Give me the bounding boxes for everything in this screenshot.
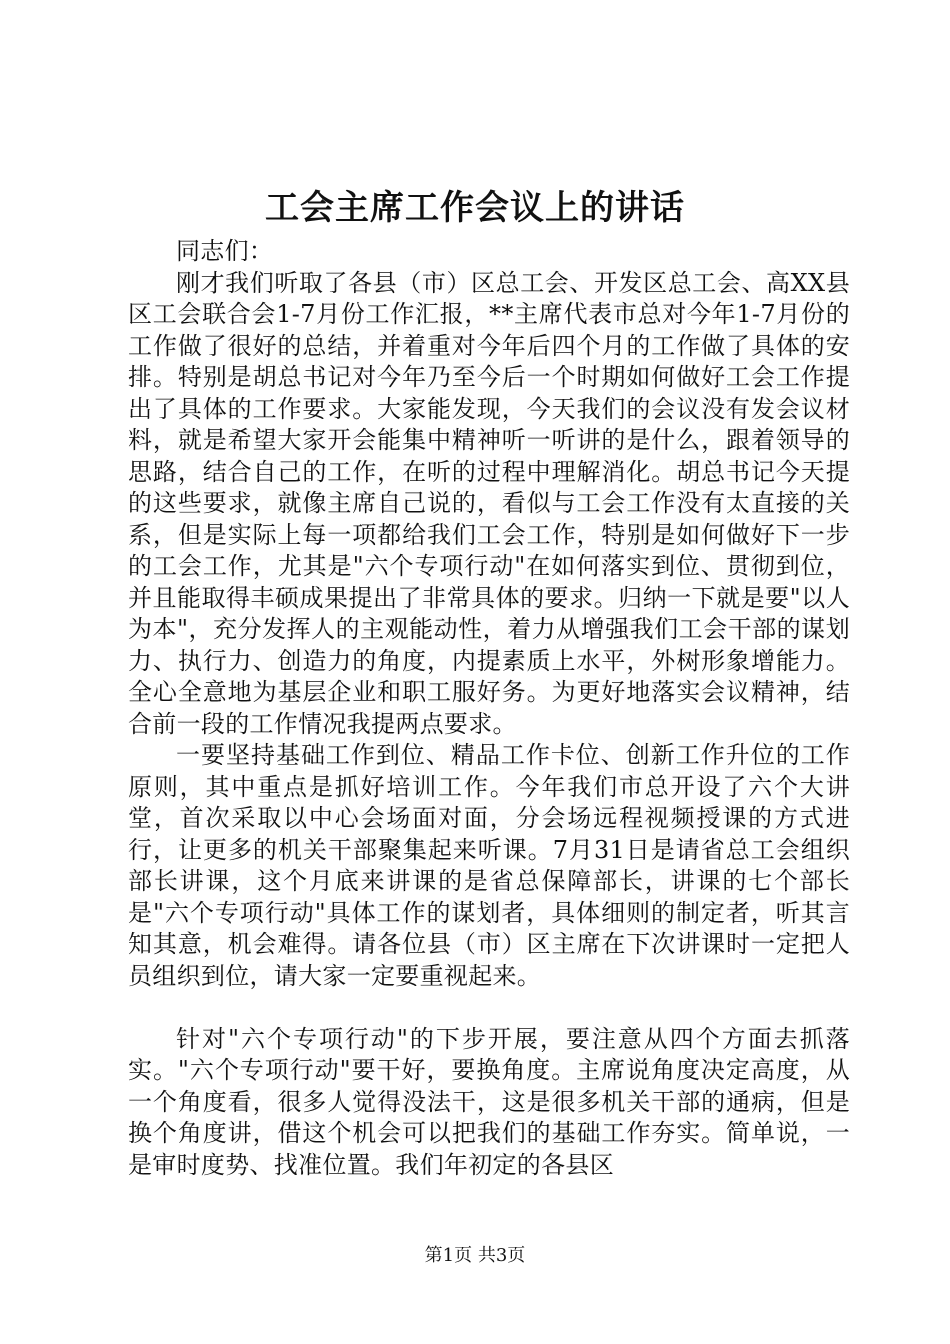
document-title: 工会主席工作会议上的讲话: [265, 188, 685, 228]
page-footer: 第1页 共3页: [424, 1245, 526, 1266]
document-body: [128, 236, 850, 1181]
body-paragraph-1: 刚才我们听取了各县（市）区总工会、开发区总工会、高XX县区工会联合会1-7月份工作汇报，**主席代表市总对今年1-7月份的工作做了很好的总结，并着重对今年后四个月的工作做了具体的安排。特别是胡总书记对今年乃至今后一个时期如何做好工会工作提出了具体的工作要求。大家能发现，今天我们的会议没有发会议材料，就是希望大家开会能集中精神听一听讲的是什么，跟着领导的思路，结合自己的工作，在听的过程中理解消化。胡总书记今天提的这些要求，就像主席自己说的，看似与工会工作没有太直接的关系，但是实际上每一项都给我们工会工作，特别是如何做好下一步的工会工作，尤其是"六个专项行动"在如何落实到位、贯彻到位，并且能取得丰硕成果提出了非常具体的要求。归纳一下就是要"以人为本"，充分发挥人的主观能动性，着力从增强我们工会干部的谋划力、执行力、创造力的角度，内提素质上水平，外树形象增能力。全心全意地为基层企业和职工服好务。为更好地落实会议精神，结合前一段的工作情况我提两点要求。: [128, 268, 850, 738]
salutation-paragraph: 同志们：: [176, 237, 274, 265]
body-paragraph-2: 一要坚持基础工作到位、精品工作卡位、创新工作升位的工作原则，其中重点是抓好培训工作。今年我们市总开设了六个大讲堂，首次采取以中心会场面对面，分会场远程视频授课的方式进行，让更多的机关干部聚集起来听课。7月31日是请省总工会组织部长讲课，这个月底来讲课的是省总保障部长，讲课的七个部长是"六个专项行动"具体工作的谋划者，具体细则的制定者，听其言知其意，机会难得。请各位县（市）区主席在下次讲课时一定把人员组织到位，请大家一定要重视起来。: [128, 741, 850, 990]
body-paragraph-3: 针对"六个专项行动"的下步开展，要注意从四个方面去抓落实。"六个专项行动"要干好，要换角度。主席说角度决定高度，从一个角度看，很多人觉得没法干，这是很多机关干部的通病，但是换个角度讲，借这个机会可以把我们的基础工作夯实。简单说，一是审时度势、找准位置。我们年初定的各县区: [128, 1024, 850, 1179]
